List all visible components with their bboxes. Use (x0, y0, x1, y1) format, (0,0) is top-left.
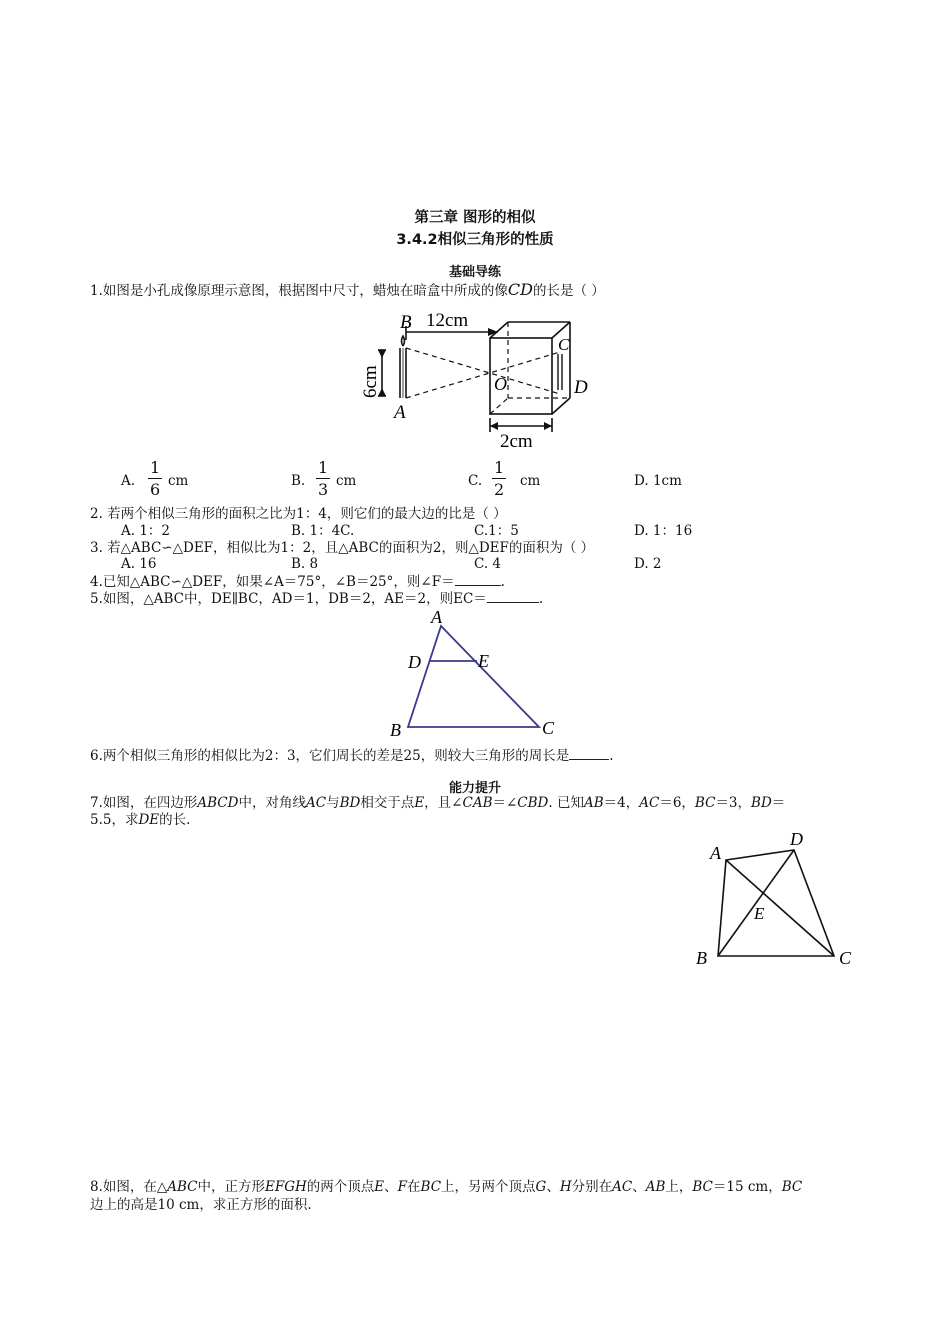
label-6cm: 6cm (360, 365, 381, 398)
q2-option-a: A. 1：2 (121, 523, 171, 539)
q8-line2: 边上的高是10 cm，求正方形的面积. (90, 1197, 312, 1213)
q5-answer-blank (487, 590, 539, 603)
section-advanced-title: 能力提升 (448, 781, 501, 796)
label-B: B (400, 312, 412, 333)
label-C: C (542, 718, 555, 738)
q3-text: 3. 若△ABC∽△DEF，相似比为1：2，且△ABC的面积为2，则△DEF的面积为（ ） (90, 540, 595, 556)
q1-option-a-fraction: $\frac{1}{6}$ (150, 458, 161, 499)
label-D: D (408, 652, 421, 672)
q3-option-b: B. 8 (291, 556, 319, 572)
q4-answer-blank (455, 573, 501, 586)
q1-option-a-unit: cm (168, 473, 189, 489)
q1-option-c-unit: cm (520, 473, 541, 489)
q5-text: 5.如图，△ABC中，DE∥BC，AD＝1，DB＝2，AE＝2，则EC＝ . (90, 591, 544, 607)
label-E: E (478, 651, 489, 671)
q7-line1: 7.如图，在四边形ABCD中，对角线AC与BD相交于点E，且∠CAB＝∠CBD. 已知AB＝4，AC＝6，BC＝3，BD＝ (90, 795, 786, 811)
label-C: C (558, 335, 570, 354)
q2-option-c: C.1：5 (474, 523, 519, 539)
quadrilateral-abcd-figure (690, 826, 865, 972)
q8-line1: 8.如图，在△ABC中，正方形EFGH的两个顶点E、F在BC上，另两个顶点G、H分别在AC、AB上，BC＝15 cm，BC (90, 1179, 803, 1195)
triangle-de-bc-figure (384, 606, 564, 740)
label-A: A (710, 843, 721, 863)
section-basic-title: 基础导练 (448, 265, 501, 280)
label-O: O (494, 374, 507, 394)
q1-option-b-fraction: $\frac{1}{3}$ (318, 458, 329, 499)
q2-option-b: B. 1：4C. (291, 523, 355, 539)
q1-option-b-letter: B. (291, 473, 306, 489)
q2-option-d: D. 1：16 (634, 523, 693, 539)
q1-option-d: D. 1cm (634, 473, 682, 489)
label-12cm: 12cm (426, 310, 469, 331)
label-E: E (754, 904, 765, 923)
label-B: B (696, 948, 707, 968)
q1-option-a-letter: A. (121, 473, 136, 489)
candle-flame (402, 336, 405, 346)
q2-text: 2. 若两个相似三角形的面积之比为1：4，则它们的最大边的比是（ ） (90, 506, 507, 522)
q7-line2: 5.5，求DE的长. (90, 812, 191, 828)
label-C: C (839, 948, 852, 968)
lesson-title: 3.4.2相似三角形的性质 (396, 232, 554, 248)
label-2cm: 2cm (500, 431, 533, 452)
q3-option-d: D. 2 (634, 556, 662, 572)
q6-answer-blank (569, 747, 609, 760)
label-D: D (790, 829, 803, 849)
label-B: B (390, 720, 401, 740)
label-A: A (394, 402, 406, 423)
label-D: D (574, 377, 588, 398)
q3-option-c: C. 4 (474, 556, 502, 572)
q1-option-c-letter: C. (468, 473, 483, 489)
label-A: A (431, 607, 442, 627)
chapter-title: 第三章 图形的相似 (414, 210, 536, 226)
pinhole-camera-figure (360, 300, 600, 456)
q3-option-a: A. 16 (121, 556, 157, 572)
q4-text: 4.已知△ABC∽△DEF，如果∠A＝75°，∠B＝25°，则∠F＝ . (90, 574, 505, 590)
q1-text: 1.如图是小孔成像原理示意图，根据图中尺寸，蜡烛在暗盒中所成的像CD的长是（ ） (90, 280, 605, 299)
q1-option-b-unit: cm (336, 473, 357, 489)
q1-option-c-fraction: $\frac{1}{2}$ (494, 458, 505, 499)
q6-text: 6.两个相似三角形的相似比为2：3，它们周长的差是25，则较大三角形的周长是 . (90, 748, 614, 764)
